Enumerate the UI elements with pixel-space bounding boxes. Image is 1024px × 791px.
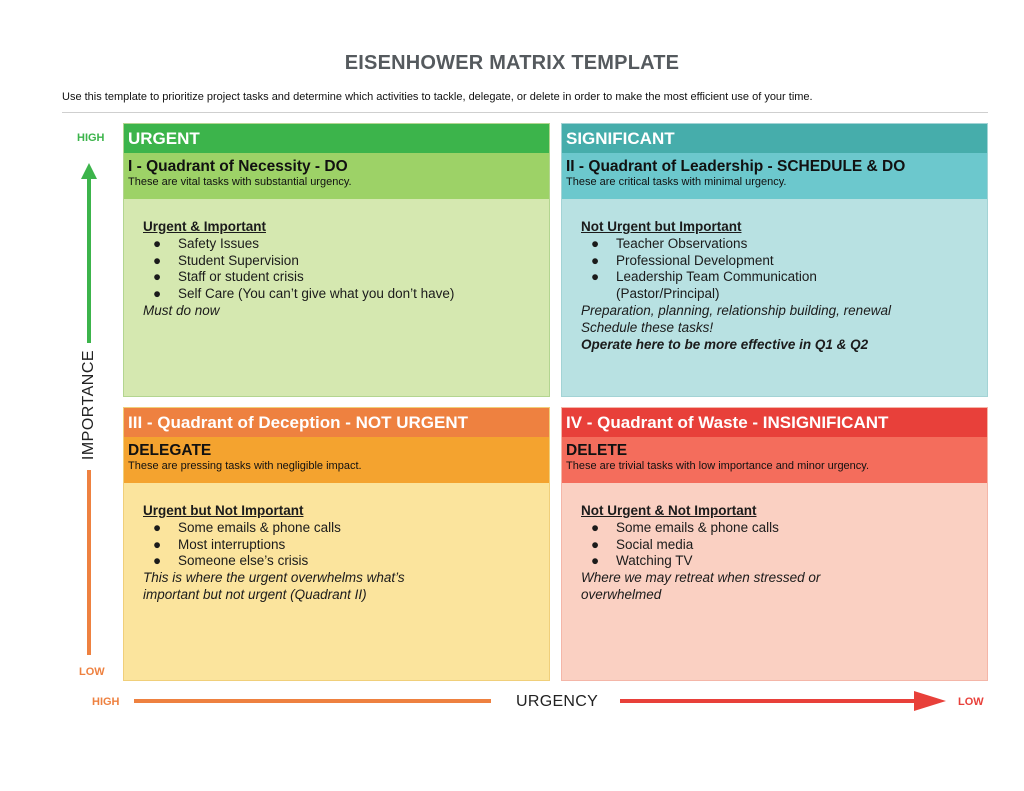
urgency-axis-line-right: [620, 699, 916, 703]
quadrant-subheader: [124, 153, 549, 199]
quadrant-necessity: [123, 123, 550, 397]
quadrant-description: These are trivial tasks with low importance and minor urgency.: [566, 460, 870, 472]
list-item: [143, 553, 549, 570]
importance-axis-line-lower: [87, 470, 91, 655]
quadrant-note: Schedule these tasks!: [581, 319, 714, 335]
importance-high-label: HIGH: [77, 132, 105, 144]
importance-axis-label: IMPORTANCE: [80, 349, 97, 461]
quadrant-note: Must do now: [143, 302, 220, 318]
page-subtitle: Use this template to prioritize project tasks and determine which activities to tackle, delegate, or delete in order to make the most efficient use of your time.: [62, 91, 813, 103]
quadrant-note: overwhelmed: [581, 586, 662, 602]
quadrant-title: DELETE: [566, 442, 628, 459]
quadrant-heading: Urgent & Important: [143, 219, 266, 234]
bullet-icon: ●: [591, 553, 600, 569]
divider: [62, 112, 988, 113]
urgency-axis-label: URGENCY: [516, 693, 599, 710]
list-item: [143, 269, 549, 286]
list-item-text: Safety Issues: [178, 235, 260, 251]
bullet-icon: ●: [153, 519, 162, 535]
urgency-axis-line-left: [134, 699, 491, 703]
quadrant-description: These are pressing tasks with negligible impact.: [128, 460, 362, 472]
importance-axis-line-upper: [87, 178, 91, 343]
quadrant-bold-note: Operate here to be more effective in Q1 & Q2: [581, 336, 869, 352]
bullet-icon: ●: [591, 269, 600, 285]
task-list: [143, 236, 549, 303]
quadrant-body: [124, 199, 549, 320]
list-item-text: Watching TV: [616, 553, 693, 569]
quadrant-title: DELEGATE: [128, 442, 212, 459]
urgency-high-label: HIGH: [92, 696, 120, 708]
quadrant-header: III - Quadrant of Deception - NOT URGENT: [124, 408, 549, 437]
quadrant-subheader: [562, 153, 987, 199]
urgency-low-label: LOW: [958, 696, 984, 708]
list-item: [143, 537, 549, 554]
list-item: [143, 520, 549, 537]
list-item-text: Most interruptions: [178, 536, 286, 552]
list-item: [581, 236, 987, 253]
list-item-text: Student Supervision: [178, 252, 299, 268]
quadrant-deception: [123, 407, 550, 681]
quadrant-heading: Urgent but Not Important: [143, 503, 304, 518]
quadrant-header: SIGNIFICANT: [562, 124, 987, 153]
bullet-icon: ●: [591, 519, 600, 535]
arrow-right-icon: [914, 691, 946, 711]
quadrant-body: [124, 483, 549, 604]
list-item: [581, 520, 987, 537]
quadrant-title: I - Quadrant of Necessity - DO: [128, 158, 348, 175]
list-item: [581, 269, 987, 286]
list-item-text: Someone else’s crisis: [178, 553, 309, 569]
list-item-text: Some emails & phone calls: [178, 519, 341, 535]
quadrant-subheader: [124, 437, 549, 483]
quadrant-waste: [561, 407, 988, 681]
list-item-continuation: (Pastor/Principal): [616, 286, 720, 302]
bullet-icon: ●: [153, 553, 162, 569]
list-item-text: Teacher Observations: [616, 235, 748, 251]
list-item-text: Leadership Team Communication: [616, 269, 817, 285]
quadrant-heading: Not Urgent & Not Important: [581, 503, 757, 518]
importance-low-label: LOW: [79, 666, 105, 678]
quadrant-header: IV - Quadrant of Waste - INSIGNIFICANT: [562, 408, 987, 437]
quadrant-leadership: [561, 123, 988, 397]
quadrant-subheader: [562, 437, 987, 483]
arrow-up-icon: [81, 163, 97, 179]
list-item-text: Social media: [616, 536, 694, 552]
list-item-text: Professional Development: [616, 252, 774, 268]
quadrant-heading: Not Urgent but Important: [581, 219, 742, 234]
list-item: [143, 286, 549, 303]
quadrant-body: [562, 199, 987, 353]
page-title: EISENHOWER MATRIX TEMPLATE: [344, 52, 680, 74]
bullet-icon: ●: [591, 252, 600, 268]
quadrant-body: [562, 483, 987, 604]
quadrant-header: URGENT: [124, 124, 549, 153]
task-list: [581, 236, 987, 286]
bullet-icon: ●: [153, 252, 162, 268]
task-list: [581, 520, 987, 570]
bullet-icon: ●: [153, 269, 162, 285]
quadrant-description: These are critical tasks with minimal urgency.: [566, 176, 787, 188]
quadrant-note: This is where the urgent overwhelms what’s: [143, 570, 405, 586]
task-list: [143, 520, 549, 570]
bullet-icon: ●: [153, 235, 162, 251]
list-item: [581, 553, 987, 570]
quadrant-description: These are vital tasks with substantial urgency.: [128, 176, 352, 188]
quadrant-note: Where we may retreat when stressed or: [581, 570, 821, 586]
list-item-text: Self Care (You can’t give what you don’t have): [178, 286, 455, 302]
quadrant-note: important but not urgent (Quadrant II): [143, 586, 367, 602]
list-item: [143, 236, 549, 253]
bullet-icon: ●: [591, 536, 600, 552]
bullet-icon: ●: [591, 235, 600, 251]
quadrant-title: II - Quadrant of Leadership - SCHEDULE & DO: [566, 158, 906, 175]
list-item: [581, 253, 987, 270]
list-item-text: Some emails & phone calls: [616, 519, 779, 535]
quadrant-note: Preparation, planning, relationship building, renewal: [581, 302, 891, 318]
list-item: [143, 253, 549, 270]
list-item-text: Staff or student crisis: [178, 269, 304, 285]
list-item: [581, 537, 987, 554]
bullet-icon: ●: [153, 286, 162, 302]
bullet-icon: ●: [153, 536, 162, 552]
